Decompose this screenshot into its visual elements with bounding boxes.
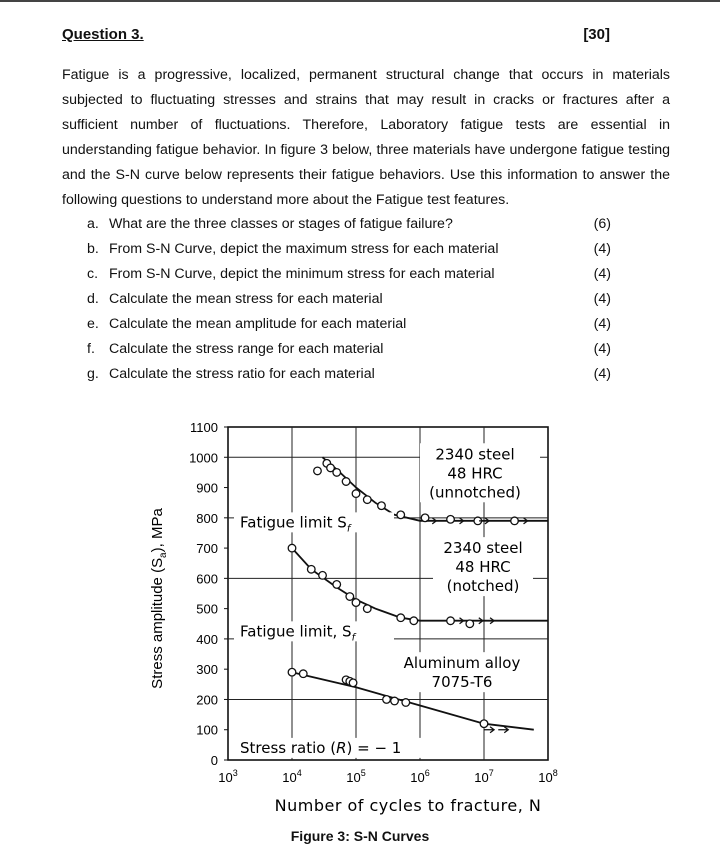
series-label-line: 7075-T6 xyxy=(431,673,493,692)
data-point xyxy=(288,668,296,676)
total-marks: [30] xyxy=(583,26,610,43)
data-point xyxy=(511,517,519,525)
data-point xyxy=(480,720,488,728)
sub-question-letter: a. xyxy=(87,216,99,232)
figure-caption: Figure 3: S-N Curves xyxy=(290,828,430,844)
top-rule xyxy=(0,0,720,2)
data-point xyxy=(466,620,474,628)
sub-question-text: Calculate the mean stress for each material xyxy=(109,291,383,307)
data-point xyxy=(397,511,405,519)
sub-question-marks: (6) xyxy=(593,216,611,232)
y-tick-label: 400 xyxy=(196,631,218,647)
sub-question-e xyxy=(87,312,611,337)
data-point xyxy=(333,581,341,589)
runout-arrow xyxy=(454,518,464,524)
x-tick-label: $10^6$ xyxy=(410,768,430,785)
sub-question-text: Calculate the mean amplitude for each material xyxy=(109,316,407,332)
sub-question-c xyxy=(87,262,611,287)
data-point xyxy=(447,617,455,625)
question-paragraph: Fatigue is a progressive, localized, permanent structural change that occurs in materials subjected to fluctuating stresses and strains that may result in cracks or fractures after a sufficient number of fluctuations. Therefore, Laboratory fatigue tests are essential in understanding fatigue behavior. In figure 3 below, three materials have undergone fatigue testing and the S-N curve below represents their fatigue behaviors. Use this information to answer the following questions to understand more about the Fatigue test features. xyxy=(62,67,670,208)
x-tick-label: $10^5$ xyxy=(346,768,366,785)
runout-arrow xyxy=(473,618,483,624)
sub-question-marks: (4) xyxy=(593,316,611,332)
y-tick-label: 100 xyxy=(196,722,218,738)
sub-question-letter: f. xyxy=(87,341,95,357)
data-point xyxy=(342,478,350,486)
data-point xyxy=(397,614,405,622)
sub-question-d xyxy=(87,287,611,312)
series-label-line: 2340 steel xyxy=(435,445,515,464)
data-point xyxy=(391,697,399,705)
data-point xyxy=(346,593,354,601)
data-point xyxy=(352,490,360,498)
sub-question-letter: b. xyxy=(87,241,99,257)
sub-question-text: What are the three classes or stages of fatigue failure? xyxy=(109,216,453,232)
sub-question-text: Calculate the stress ratio for each material xyxy=(109,366,375,382)
sub-question-letter: e. xyxy=(87,316,99,332)
data-point xyxy=(363,496,371,504)
x-tick-label: $10^8$ xyxy=(538,768,558,785)
x-tick-label: $10^4$ xyxy=(282,768,302,785)
series-label-line: (unnotched) xyxy=(429,483,521,502)
x-tick-label: $10^3$ xyxy=(218,768,238,785)
data-point xyxy=(319,572,327,580)
question-title: Question 3. xyxy=(62,26,144,43)
annotation-text: Fatigue limit $S_f$ xyxy=(240,513,351,535)
y-tick-label: 300 xyxy=(196,662,218,678)
sub-question-letter: d. xyxy=(87,291,99,307)
sub-question-letter: g. xyxy=(87,366,99,382)
sub-question-text: From S-N Curve, depict the minimum stress for each material xyxy=(109,266,495,282)
sub-question-b xyxy=(87,237,611,262)
data-point xyxy=(299,670,307,678)
y-axis-label: Stress amplitude $(S_a)$, MPa xyxy=(149,508,169,689)
series-label-line: Aluminum alloy xyxy=(403,654,521,673)
data-point xyxy=(307,565,315,573)
y-tick-label: 900 xyxy=(196,480,218,496)
data-point xyxy=(402,699,410,707)
data-point xyxy=(314,467,322,475)
sub-question-marks: (4) xyxy=(593,241,611,257)
sub-question-list xyxy=(87,212,611,387)
y-tick-label: 500 xyxy=(196,601,218,617)
sub-question-marks: (4) xyxy=(593,366,611,382)
data-point xyxy=(288,544,296,552)
sub-question-g xyxy=(87,362,611,387)
data-point xyxy=(378,502,386,510)
data-point xyxy=(352,599,360,607)
y-tick-label: 700 xyxy=(196,541,218,557)
data-point xyxy=(333,469,341,477)
y-tick-label: 600 xyxy=(196,571,218,587)
series-label-line: 2340 steel xyxy=(443,539,523,558)
sub-question-marks: (4) xyxy=(593,266,611,282)
y-tick-label: 200 xyxy=(196,692,218,708)
data-point xyxy=(383,696,391,704)
y-tick-label: 800 xyxy=(196,510,218,526)
y-tick-label: 0 xyxy=(210,753,218,768)
sub-question-text: From S-N Curve, depict the maximum stress for each material xyxy=(109,241,499,257)
series-label-line: 48 HRC xyxy=(455,558,511,577)
series-label-line: (notched) xyxy=(446,577,520,596)
y-tick-label: 1100 xyxy=(190,420,218,435)
y-tick-label: 1000 xyxy=(189,450,218,466)
data-point xyxy=(410,617,418,625)
sub-question-marks: (4) xyxy=(593,291,611,307)
sub-question-f xyxy=(87,337,611,362)
series-label-line: 48 HRC xyxy=(447,464,503,483)
runout-arrow xyxy=(484,618,494,624)
runout-arrow xyxy=(454,618,464,624)
sub-question-marks: (4) xyxy=(593,341,611,357)
x-tick-label: $10^7$ xyxy=(474,768,494,785)
x-axis-label: Number of cycles to fracture, N xyxy=(274,796,542,815)
annotation-text: Fatigue limit, $S_f$ xyxy=(240,622,356,644)
data-point xyxy=(349,679,357,687)
sn-curve-chart xyxy=(0,405,720,825)
data-point xyxy=(363,605,371,613)
runout-arrow xyxy=(518,518,528,524)
sub-question-a xyxy=(87,212,611,237)
annotation-text: Stress ratio (R) = − 1 xyxy=(240,738,402,757)
sub-question-text: Calculate the stress range for each material xyxy=(109,341,384,357)
runout-arrow xyxy=(498,727,508,733)
data-point xyxy=(447,516,455,524)
sub-question-letter: c. xyxy=(87,266,99,282)
